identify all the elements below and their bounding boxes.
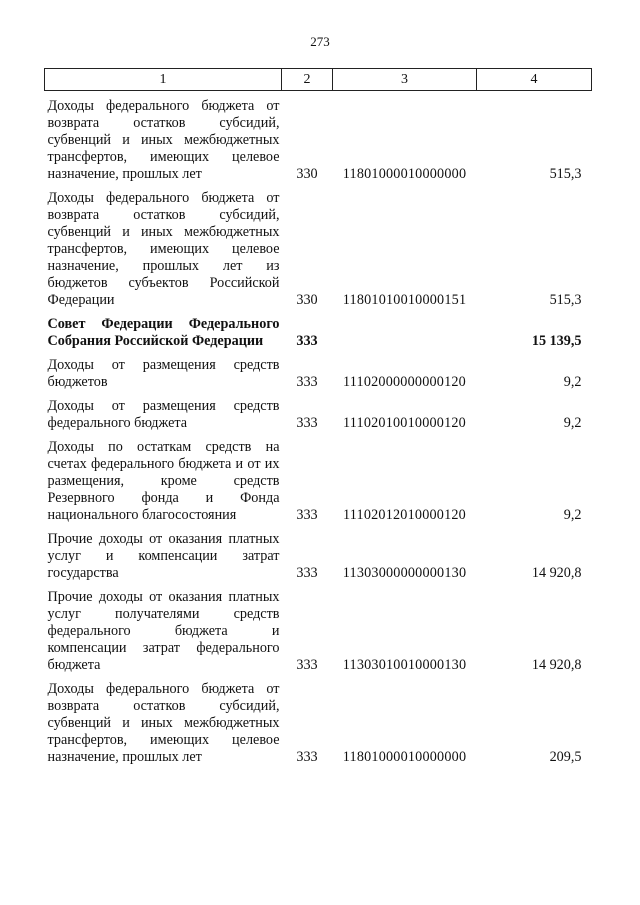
- row-classification-code: 11801010010000151: [342, 292, 467, 308]
- table-row: [45, 432, 592, 524]
- row-admin-code: 333: [296, 415, 318, 431]
- row-amount: 9,2: [563, 415, 582, 431]
- row-classification-code: 11102010010000120: [343, 415, 466, 431]
- row-admin-code: 333: [296, 507, 318, 523]
- table-row: [45, 309, 592, 350]
- row-description: Доходы федерального бюджета от возврата остатков субсидий, субвенций и иных межбюджетных трансфертов, имеющих целевое назначение, прошлых лет: [47, 681, 280, 765]
- row-admin-code: 330: [296, 166, 318, 182]
- row-admin-code: 333: [296, 374, 318, 390]
- row-description: Доходы от размещения средств бюджетов: [47, 357, 280, 390]
- row-admin-code: 333: [296, 657, 318, 673]
- page-number: 273: [310, 34, 330, 49]
- row-description: Доходы по остаткам средств на счетах федерального бюджета и от их размещения, кроме средств Резервного фонда и Фонда национального благосостояния: [47, 439, 280, 523]
- row-classification-code: 11102012010000120: [343, 507, 466, 523]
- row-description: Доходы федерального бюджета от возврата остатков субсидий, субвенций и иных межбюджетных трансфертов, имеющих целевое назначение, прошлых лет из бюджетов субъектов Российской Федерации: [47, 190, 280, 308]
- table-row: [45, 91, 592, 184]
- row-amount: 209,5: [549, 749, 582, 765]
- row-admin-code: 333: [296, 749, 318, 765]
- row-description: Прочие доходы от оказания платных услуг и компенсации затрат государства: [47, 531, 280, 581]
- row-description: Прочие доходы от оказания платных услуг получателями средств федерального бюджета и компенсации затрат федерального бюджета: [47, 589, 280, 673]
- budget-table: [44, 68, 592, 766]
- row-classification-code: 11303000000000130: [342, 565, 467, 581]
- row-classification-code: 11801000010000000: [342, 166, 467, 182]
- row-amount: 9,2: [563, 507, 582, 523]
- table-row: [45, 674, 592, 766]
- table-row: [45, 183, 592, 309]
- row-classification-code: 11102000000000120: [343, 374, 466, 390]
- row-classification-code: 11303010010000130: [342, 657, 467, 673]
- table-row: [45, 391, 592, 432]
- row-amount: 515,3: [549, 166, 582, 182]
- table-row: [45, 350, 592, 391]
- row-classification-code: [333, 309, 477, 350]
- row-description: Доходы от размещения средств федерального бюджета: [47, 398, 280, 431]
- row-admin-code: 330: [296, 292, 318, 308]
- column-header-3: 3: [333, 69, 477, 91]
- row-classification-code: 11801000010000000: [342, 749, 467, 765]
- row-admin-code: 333: [296, 565, 318, 581]
- table-row: [45, 582, 592, 674]
- table-row: [45, 524, 592, 582]
- row-admin-code: 333: [296, 333, 318, 349]
- column-header-2: 2: [282, 69, 333, 91]
- row-description: Доходы федерального бюджета от возврата остатков субсидий, субвенций и иных межбюджетных трансфертов, имеющих целевое назначение, прошлых лет: [47, 98, 280, 182]
- row-description: Совет Федерации Федерального Собрания Российской Федерации: [47, 316, 280, 349]
- row-amount: 15 139,5: [531, 333, 582, 349]
- column-header-1: 1: [45, 69, 282, 91]
- table-body: [45, 91, 592, 767]
- row-amount: 515,3: [549, 292, 582, 308]
- row-amount: 14 920,8: [531, 657, 582, 673]
- table-header: [45, 69, 592, 91]
- column-header-4: 4: [477, 69, 592, 91]
- row-amount: 9,2: [563, 374, 582, 390]
- row-amount: 14 920,8: [531, 565, 582, 581]
- header-row: [45, 69, 592, 91]
